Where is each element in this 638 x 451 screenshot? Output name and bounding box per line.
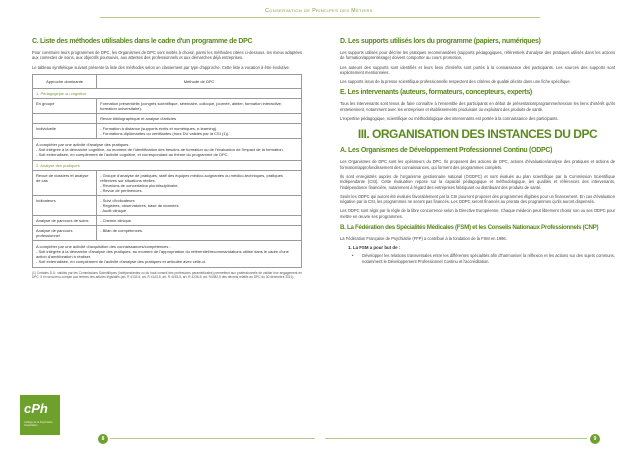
table-condition-2 (33, 240, 302, 267)
table-condition-1 (33, 138, 302, 160)
table-header-approach: Approche dominante (33, 74, 97, 88)
footer-divider-right (325, 438, 587, 439)
table-cell: - Bilan de compétences. (97, 225, 302, 240)
section-d-paragraph: Les supports utilisés pour décrire les pratiques recommandées (supports pédagogiques, référentiels d'analyse des pratiques utilisés dans les actions de formation/apprentissage) doivent comporter au cours promotion. (340, 50, 615, 61)
section-b-bullet: • Développer les relations transversales entre les différentes spécialités afin d'harmoniser la réflexion et les actions sur des sujets communs, notamment le Développement Professionnel Continu et l'accréditation. (340, 253, 615, 264)
section-d-paragraph: Les supports issus de la presse scientifique professionnelle respectent des critères de qualité décrits dans une fiche spécifique. (340, 79, 571, 85)
section-a-paragraph: Ils sont enregistrés auprès de l'organisme gestionnaire national (OGDPC) et sont évalués au plan scientifique par la Commission Scientifique Indépendante (CSI). Cette évaluation repose sur la capacité pédagogique et méthodologique, les qualités et références des intervenants, l'indépendance financière, notamment à l'égard des entreprises fabriquant ou distribuant des produits de santé. (340, 173, 615, 190)
section-c-title: C. Liste des méthodes utilisables dans le cadre d'un programme de DPC (32, 38, 253, 45)
table-cell: En groupe (33, 98, 97, 113)
table-cell-line: - Formation à distance (supports écrits et numériques, e-learning). (100, 125, 218, 131)
condition-line: - Soit intégrée à la démarche d'analyse des pratiques, au moment de l'appropriation du référentiel/recommandations utilisé dans le cadre d'une action d'amélioration à réaliser. (36, 248, 289, 259)
section-e-paragraph: L'expertise pédagogique, scientifique ou méthodologique des intervenants est portée à la connaissance des participants. (340, 116, 559, 122)
intro-paragraph-2: Le tableau synthétique suivant présente la liste des méthodes selon un classement par type d'approche. Cette liste a vocation à être évolutive. (32, 64, 290, 70)
table-cell: - Groupe d'analyse de pratiques, staff des équipes médico-soignantes ou médico-techniques, pratiques réflexives sur situations réelles. - Réunions de concertation pluridisciplinaire. - Revue de pertinences. (97, 170, 302, 195)
table-cell: Analyse de parcours de soins (33, 215, 97, 225)
logo-text: cPh (24, 401, 48, 416)
table-cell: Formation présentielle (congrès scientifique, séminaire, colloque, journée, atelier, formation interactive, formation universitaire). (97, 98, 302, 113)
condition-line: - Soit externalisée, en complément de l'activité d'analyse des pratiques et articulée avec celle-ci. (36, 258, 207, 264)
page-number-left: 8 (98, 434, 108, 444)
section-d-title: D. Les supports utilisés lors du programme (papiers, numériques) (340, 38, 541, 45)
condition-line: - Soit externalisée, en complément de l'activité cognitive, et correspondant au thème du programme de DPC. (36, 151, 229, 157)
table-cell: Individuelle (33, 123, 97, 138)
condition-line: - Soit intégrée à la démarche cognitive, au moment de l'identification des besoins de formation ou de l'évaluation de l'impact de la formation. (36, 146, 284, 152)
section-b-title: B. La Fédération des Spécialités Médicales (FSM) et les Conseils Nationaux Professionnels (CNP) (340, 224, 599, 232)
main-heading: III. ORGANISATION DES INSTANCES DU DPC (357, 127, 598, 142)
footer-divider-left (110, 438, 315, 439)
condition-title: A compléter par une activité d'acquisition des connaissances/compétences : (36, 243, 171, 249)
table-cell (97, 123, 302, 138)
header-title: Conservation de Principes des Métiers (265, 8, 373, 14)
table-cell: - Chemin clinique. (97, 215, 302, 225)
table-cell: Analyse de parcours professionnel (33, 225, 97, 240)
table-cell (33, 113, 97, 123)
section-e-paragraph: Tous les intervenants sont tenus de faire connaître à l'ensemble des participants en début de présentation/programme/session les liens d'intérêt qu'ils entretiennent, notamment avec les entreprises et établissements produisant ou exploitant des produits de santé. (340, 101, 615, 112)
right-column (340, 38, 615, 264)
cph-logo (20, 395, 60, 435)
methods-table (32, 74, 302, 268)
table-cell: Indicateurs (33, 195, 97, 215)
table-cell-line: - Formations diplômantes ou certifiantes (hors DU validés par la CSI (1)). (100, 130, 230, 136)
table-section-analysis: 2. Analyse des pratiques (33, 160, 302, 170)
intro-paragraph-1: Pour construire leurs programmes de DPC, les Organismes de DPC sont invités à choisir, parmi les méthodes citées ci-dessous, les mieux adaptées aux contextes de soins, aux objectifs poursuivis, aux attentes des professionnels et aux démarches déjà entreprises. (32, 50, 302, 61)
section-b-subtitle: 1. La FSM a pour but de : (348, 245, 401, 251)
table-cell: Revue de dossiers et analyse de cas (33, 170, 97, 195)
table-cell: Revue bibliographique et analyse d'articles (97, 113, 302, 123)
table-section-cognitive: 1. Pédagogique ou cognitive (33, 88, 302, 98)
logo-subtitle: Collège de la Psychiatrie Hospitalière (24, 421, 53, 428)
table-cell: - Suivi d'indicateurs - Registres, observatoires, base de données - Audit clinique (97, 195, 302, 215)
section-a-paragraph: Les Organismes de DPC sont les opérateurs du DPC. Ils proposent des actions de DPC, actions d'évaluation/analyse des pratiques et actions de formation/approfondissement des connaissances, qui forment des programmes complets. (340, 159, 615, 170)
section-a-paragraph: Seuls les ODPC qui auront été évalués favorablement par la CSI pourront proposer des programmes éligibles pour un financement. En cas d'évaluation négative par la CSI, les programmes ne seront pas financés. Les ODPC seront financés au prorata des programmes qu'ils auront dispensés. (340, 193, 615, 205)
section-a-paragraph: Les ODPC sont régis par la règle de la libre concurrence selon la Directive Européenne. Chaque médecin peut librement choisir son ou ses ODPC pour mettre en œuvre ses programmes. (340, 208, 615, 219)
footnote: (1) Certains D.U. validés par les Commissions Scientifiques (Indépendantes ou du haut conseil des professions paramédicales) permettent aux professionnels de valider leur engagement en DPC. Il en sera tenu compte aux termes des articles législatifs (art. R 4133-5, art. R 4143-5, art. R 4153-5, art. R 4236-5, art. R4382-5 des décrets relatifs au DPC du 30 décembre 2011). (32, 270, 302, 280)
section-a-title: A. Les Organismes de Développement Professionnel Continu (ODPC) (340, 147, 553, 155)
section-e-title: E. Les intervenants (auteurs, formateurs, concepteurs, experts) (340, 89, 532, 97)
table-header-method: Méthode de DPC (97, 74, 302, 88)
page-number-right: 9 (590, 434, 600, 444)
condition-title: A compléter par une activité d'analyse des pratiques : (36, 141, 131, 147)
section-b-paragraph: La Fédération Française de Psychiatrie (FFP) a contribué à la fondation de la FSM en 1996. (340, 236, 507, 242)
header-divider (100, 17, 540, 18)
section-d-paragraph: Les auteurs des supports sont identifiés et leurs liens d'intérêts sont portés à la connaissance des participants. Les sources des supports sont explicitement mentionnées. (340, 64, 615, 75)
left-column (32, 38, 302, 279)
